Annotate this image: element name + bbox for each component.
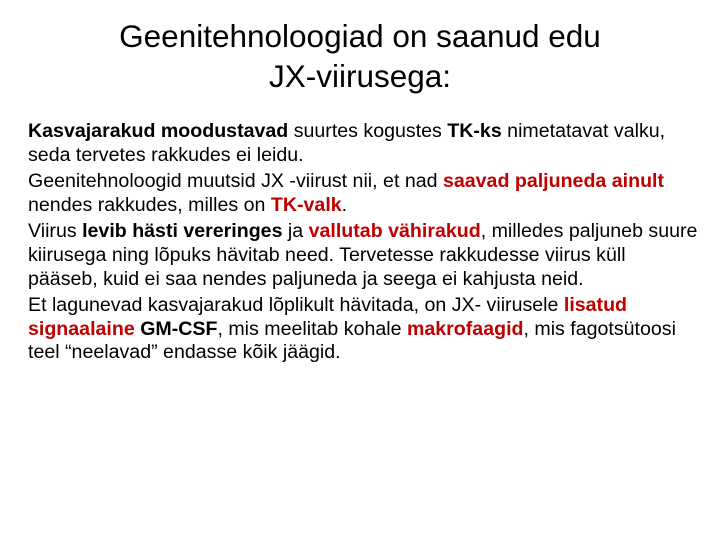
title-line-2: JX-viirusega: (268, 58, 452, 94)
text-segment: levib hästi vereringes (82, 220, 283, 243)
text-segment: Geenitehnoloogid muutsid JX -viirust nii, et nad (28, 170, 443, 193)
highlight-segment: vallutab vähirakud (308, 220, 481, 243)
text-segment: Et lagunevad kasvajarakud lõplikult hävitada, on JX- viirusele (28, 294, 564, 317)
text-segment: . (341, 193, 348, 216)
text-segment: GM-CSF (140, 317, 218, 340)
title-line-1: Geenitehnoloogiad on saanud edu (119, 18, 601, 54)
highlight-segment: saavad paljuneda ainult (442, 170, 665, 193)
paragraph-3 (28, 220, 698, 291)
paragraph-1 (28, 120, 698, 167)
text-segment: TK-ks (447, 120, 502, 142)
text-segment: suurtes kogustes (288, 120, 448, 142)
text-segment: ja (282, 220, 309, 243)
text-segment: , mis meelitab kohale (217, 317, 407, 340)
paragraph-2 (28, 170, 698, 217)
text-segment: , milledes paljuneb suure kiirusega ning lõpuks hävitab need. Tervetesse rakkudesse viirus küll pääseb, kuid ei saa nendes paljuneda ja seega ei kahjusta neid. (28, 220, 698, 290)
slide-body (28, 120, 698, 368)
highlight-segment: TK-valk (270, 193, 342, 216)
text-segment: nendes rakkudes, milles on (28, 193, 271, 216)
highlight-segment: lisatud signaalaine (28, 294, 628, 340)
text-segment: Kasvajarakud moodustavad (28, 120, 289, 142)
paragraph-4 (28, 294, 698, 365)
slide-title (40, 16, 680, 96)
text-segment: Viirus (28, 220, 83, 243)
text-segment: , mis fagotsütoosi teel “neelavad” endasse kõik jäägid. (28, 317, 676, 364)
highlight-segment: makrofaagid (406, 317, 524, 340)
text-segment: nimetatavat valku, seda tervetes rakkudes ei leidu. (28, 120, 666, 166)
